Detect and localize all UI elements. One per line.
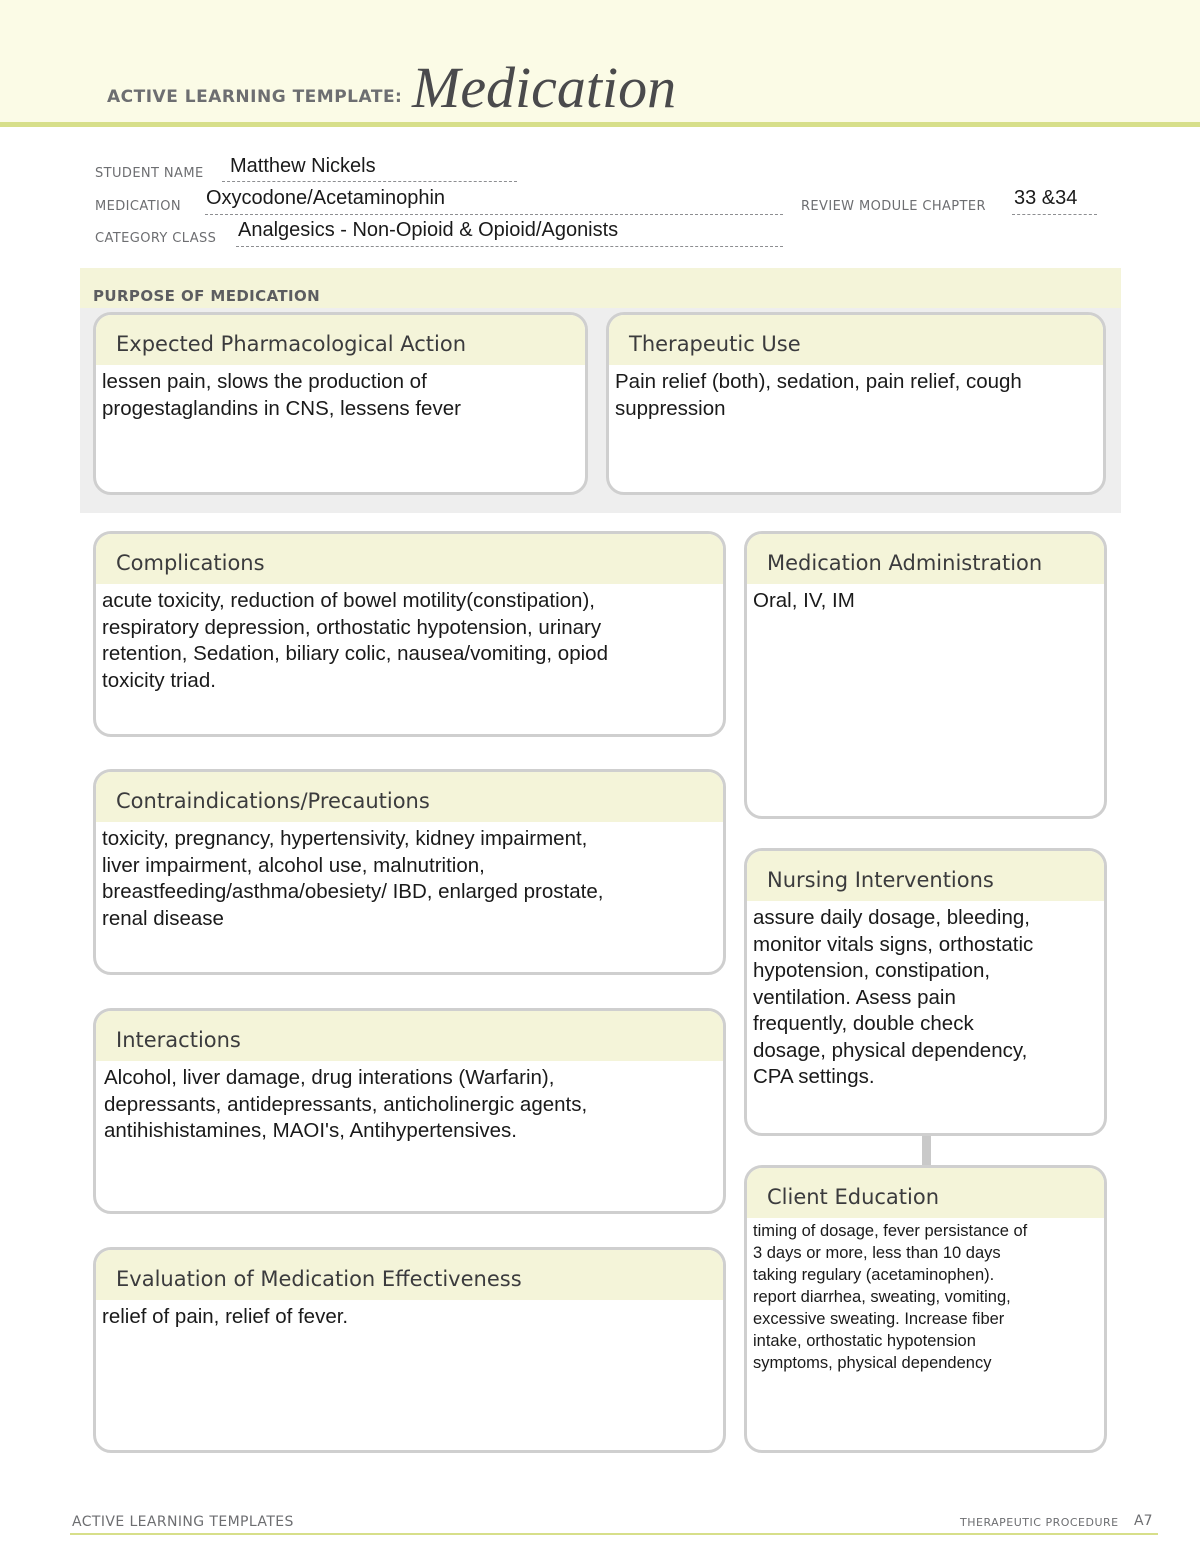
text-line: intake, orthostatic hypotension <box>753 1332 976 1350</box>
interactions-heading: Interactions <box>96 1011 723 1061</box>
nursing-interventions-heading: Nursing Interventions <box>747 851 1104 901</box>
contraindications-box[interactable] <box>93 769 726 975</box>
interactions-box[interactable] <box>93 1008 726 1214</box>
footer-right: THERAPEUTIC PROCEDURE <box>960 1516 1119 1529</box>
client-education-heading: Client Education <box>747 1168 1104 1218</box>
text-line: timing of dosage, fever persistance of <box>753 1222 1028 1240</box>
contraindications-heading: Contraindications/Precautions <box>96 772 723 822</box>
complications-heading: Complications <box>96 534 723 584</box>
student-name-line <box>222 181 517 182</box>
text-line: symptoms, physical dependency <box>753 1354 992 1372</box>
template-label: ACTIVE LEARNING TEMPLATE: <box>107 87 403 107</box>
text-line: 3 days or more, less than 10 days <box>753 1244 1001 1262</box>
text-line: renal disease <box>102 906 224 930</box>
text-line: respiratory depression, orthostatic hypotension, urinary <box>102 615 602 639</box>
text-line: antihishistamines, MAOI's, Antihypertensives. <box>104 1119 517 1142</box>
client-education-text <box>747 1218 1104 1374</box>
review-module-label: REVIEW MODULE CHAPTER <box>801 199 986 214</box>
text-line: suppression <box>615 396 726 420</box>
category-class-line <box>236 246 783 247</box>
text-line: lessen pain, slows the production of <box>102 370 427 393</box>
text-line: Alcohol, liver damage, drug interations (Warfarin), <box>104 1066 555 1089</box>
text-line: hypotension, constipation, <box>753 959 991 982</box>
contraindications-text <box>96 822 723 932</box>
category-class-field[interactable]: Analgesics - Non-Opioid & Opioid/Agonists <box>238 219 619 241</box>
text-line: toxicity, pregnancy, hypertensivity, kidney impairment, <box>102 827 588 850</box>
nursing-interventions-text <box>747 901 1104 1091</box>
medication-field[interactable]: Oxycodone/Acetaminophin <box>206 187 446 209</box>
medication-line <box>205 214 783 215</box>
administration-text <box>747 584 1104 615</box>
medication-label: MEDICATION <box>95 199 181 214</box>
expected-action-box[interactable] <box>93 312 588 495</box>
client-education-box[interactable] <box>744 1165 1107 1453</box>
review-module-field[interactable]: 33 &34 <box>1014 187 1078 209</box>
template-title: Medication <box>412 55 677 120</box>
text-line: ventilation. Asess pain <box>753 985 956 1009</box>
text-line: Oral, IV, IM <box>753 589 855 612</box>
text-line: depressants, antidepressants, anticholinergic agents, <box>104 1092 588 1116</box>
text-line: acute toxicity, reduction of bowel motility(constipation), <box>102 589 595 612</box>
text-line: CPA settings. <box>753 1065 875 1088</box>
text-line: Pain relief (both), sedation, pain relief, cough <box>615 370 1022 393</box>
complications-box[interactable] <box>93 531 726 737</box>
text-line: breastfeeding/asthma/obesiety/ IBD, enlarged prostate, <box>102 880 604 903</box>
text-line: liver impairment, alcohol use, malnutrition, <box>102 853 485 877</box>
text-line: progestaglandins in CNS, lessens fever <box>102 396 461 420</box>
student-name-label: STUDENT NAME <box>95 166 204 181</box>
nursing-interventions-box[interactable] <box>744 848 1107 1136</box>
administration-box[interactable] <box>744 531 1107 819</box>
connector-bar <box>922 1136 931 1166</box>
text-line: report diarrhea, sweating, vomiting, <box>753 1288 1011 1306</box>
text-line: frequently, double check <box>753 1012 974 1035</box>
text-line: excessive sweating. Increase fiber <box>753 1310 1005 1328</box>
purpose-title: PURPOSE OF MEDICATION <box>93 287 321 305</box>
text-line: retention, Sedation, biliary colic, nausea/vomiting, opiod <box>102 642 608 665</box>
therapeutic-use-box[interactable] <box>606 312 1106 495</box>
therapeutic-use-text <box>609 365 1103 422</box>
text-line: taking regulary (acetaminophen). <box>753 1266 995 1284</box>
evaluation-box[interactable] <box>93 1247 726 1453</box>
footer-rule <box>70 1533 1158 1535</box>
evaluation-text <box>96 1300 723 1331</box>
text-line: relief of pain, relief of fever. <box>102 1305 349 1328</box>
expected-action-text <box>96 365 585 422</box>
therapeutic-use-heading: Therapeutic Use <box>609 315 1103 365</box>
administration-heading: Medication Administration <box>747 534 1104 584</box>
evaluation-heading: Evaluation of Medication Effectiveness <box>96 1250 723 1300</box>
footer-left: ACTIVE LEARNING TEMPLATES <box>72 1514 294 1530</box>
review-module-line <box>1012 214 1097 215</box>
interactions-text <box>96 1061 723 1145</box>
text-line: toxicity triad. <box>102 668 216 692</box>
complications-text <box>96 584 723 694</box>
text-line: dosage, physical dependency, <box>753 1038 1028 1062</box>
page-number: A7 <box>1134 1513 1153 1529</box>
category-class-label: CATEGORY CLASS <box>95 231 217 246</box>
header-rule <box>0 122 1200 127</box>
text-line: assure daily dosage, bleeding, <box>753 906 1030 929</box>
student-name-field[interactable]: Matthew Nickels <box>230 155 376 177</box>
text-line: monitor vitals signs, orthostatic <box>753 932 1034 956</box>
expected-action-heading: Expected Pharmacological Action <box>96 315 585 365</box>
